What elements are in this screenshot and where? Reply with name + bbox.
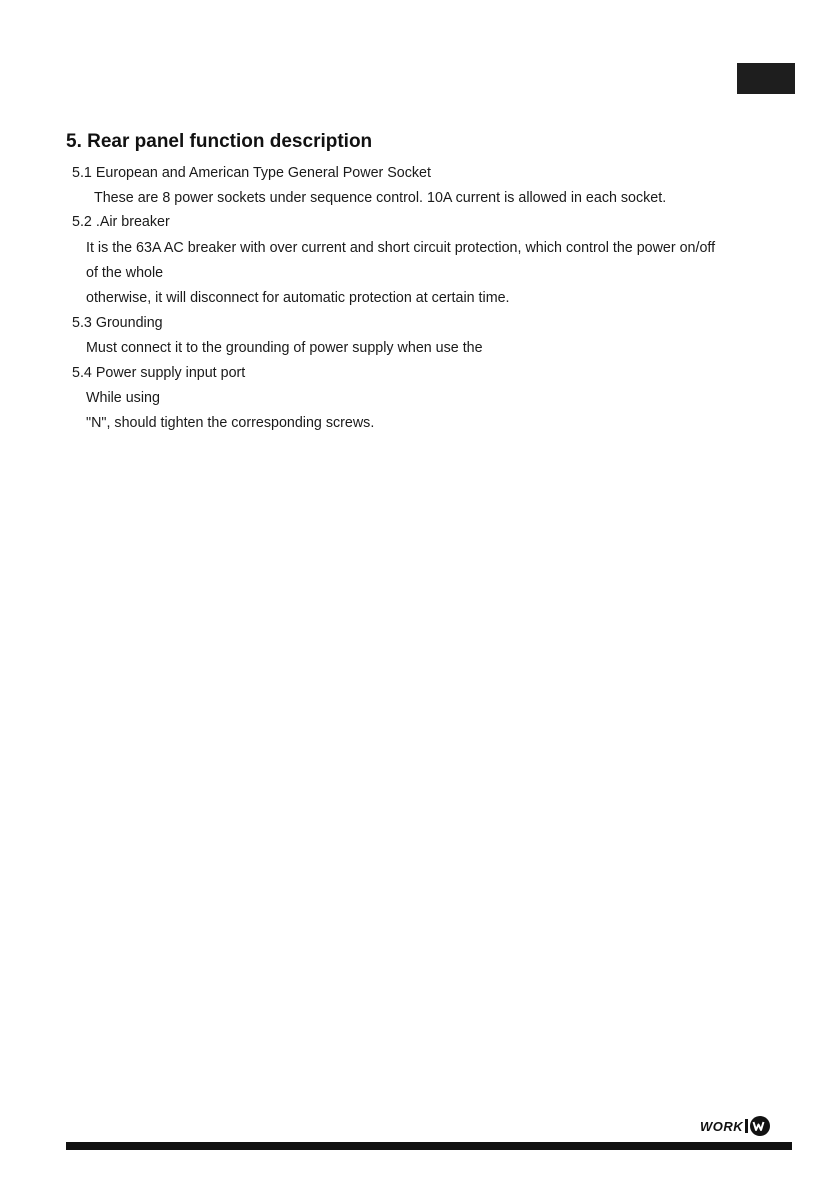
page-title: 5. Rear panel function description [66, 131, 373, 152]
section-5-2-title: 5.2 .Air breaker [72, 214, 170, 230]
footer-rule [66, 1142, 792, 1150]
section-5-4-text-2: "N", should tighten the corresponding screws. [86, 415, 375, 431]
section-5-4-title: 5.4 Power supply input port [72, 365, 246, 381]
section-5-3-title: 5.3 Grounding [72, 315, 163, 331]
footer-logo [700, 1114, 771, 1138]
section-5-3-text: Must connect it to the grounding of power supply when use the [86, 340, 483, 356]
work-w-circle-logo-icon [745, 1114, 771, 1138]
section-5-1-title: 5.1 European and American Type General Power Socket [72, 165, 431, 181]
section-5-2-text-1: It is the 63A AC breaker with over current and short circuit protection, which control the power on/off [86, 240, 716, 256]
section-5-4-text-1: While using [86, 390, 160, 406]
section-5-2-text-3: otherwise, it will disconnect for automatic protection at certain time. [86, 290, 510, 306]
footer-brand-text: WORK [700, 1118, 744, 1134]
section-5-2-text-2: of the whole [86, 265, 164, 281]
section-5-1-text: These are 8 power sockets under sequence control. 10A current is allowed in each socket. [94, 190, 667, 206]
page-corner-tab [737, 63, 795, 94]
